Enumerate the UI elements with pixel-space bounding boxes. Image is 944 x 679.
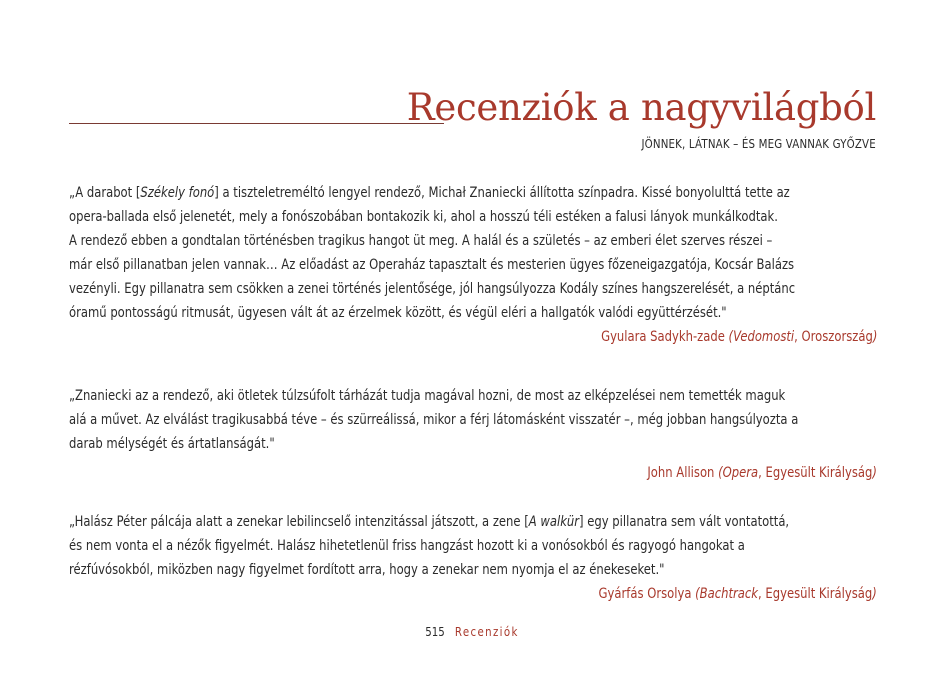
quote-line: opera-ballada első jelenetét, mely a fonószobában bontakozik ki, ahol a hosszú téli estéken a falusi lányok munkálkodtak. bbox=[69, 209, 778, 225]
review-quote bbox=[69, 384, 877, 456]
review-3 bbox=[69, 510, 877, 606]
review-attribution: Gyulara Sadykh-zade (Vedomosti, Oroszország) bbox=[600, 329, 877, 345]
quote-line: már első pillanatban jelen vannak… Az előadást az Operaház tapasztalt és mesterien ügyes főzeneigazgatója, Kocsár Balázs bbox=[69, 257, 795, 273]
country: Egyesült Királyság bbox=[765, 586, 873, 602]
quote-line: és nem vonta el a nézők figyelmét. Halász hihetetlenül friss hangzást hozott ki a vonósokból és ragyogó hangokat a bbox=[69, 538, 745, 554]
publication-name: Bachtrack bbox=[699, 586, 759, 602]
country: Egyesült Királyság bbox=[765, 465, 873, 481]
quote-line: A rendező ebben a gondtalan történésben tragikus hangot üt meg. A halál és a születés – az emberi élet szerves részei – bbox=[69, 233, 773, 249]
publication-name: Opera bbox=[722, 465, 759, 481]
review-quote bbox=[69, 181, 877, 325]
work-title: Székely fonó bbox=[140, 185, 215, 201]
page-number: 515 bbox=[425, 625, 445, 639]
publication-name: Vedomosti bbox=[732, 329, 794, 345]
quote-line: óramű pontosságú ritmusát, ügyesen vált át az érzelmek között, és végül eléri a hallgatók valódi együttérzését." bbox=[69, 305, 727, 321]
page-title: Recenziók a nagyvilágból bbox=[406, 86, 876, 129]
country: Oroszország bbox=[801, 329, 873, 345]
section-name: Recenziók bbox=[454, 625, 519, 639]
quote-line: vezényli. Egy pillanatra sem csökken a zenei történés jelentősége, jól hangsúlyozza Kodály színes hangszerelését, a néptánc bbox=[69, 281, 796, 297]
quote-line: rézfúvósokból, miközben nagy figyelmet fordított arra, hogy a zenekar nem nyomja el az énekeseket." bbox=[69, 562, 665, 578]
quote-line: „Znaniecki az a rendező, aki ötletek túlzsúfolt tárházát tudja magával hozni, de most az elképzelései nem temették maguk bbox=[69, 388, 786, 404]
reviewer-name: Gyulara Sadykh-zade bbox=[600, 329, 725, 345]
review-attribution: Gyárfás Orsolya (Bachtrack, Egyesült Királyság) bbox=[598, 586, 877, 602]
header-rule bbox=[69, 123, 444, 124]
page-subtitle: JÖNNEK, LÁTNAK – ÉS MEG VANNAK GYŐZVE bbox=[641, 136, 876, 151]
review-1 bbox=[69, 181, 877, 349]
reviewer-name: Gyárfás Orsolya bbox=[598, 586, 692, 602]
review-2 bbox=[69, 384, 877, 485]
quote-line: „Halász Péter pálcája alatt a zenekar lebilincselő intenzitással játszott, a zene [A walkür] egy pillanatra sem vált vontatottá, bbox=[69, 514, 790, 530]
review-quote bbox=[69, 510, 877, 582]
work-title: A walkür bbox=[528, 514, 580, 530]
page-footer bbox=[0, 625, 944, 639]
quote-line: darab mélységét és ártatlanságát." bbox=[69, 436, 275, 452]
reviewer-name: John Allison bbox=[647, 465, 715, 481]
quote-line: alá a művet. Az elválást tragikusabbá téve – és szürreálissá, mikor a férj látomásként visszatér –, még jobban hangsúlyozta a bbox=[69, 412, 799, 428]
quote-line: „A darabot [Székely fonó] a tiszteletreméltó lengyel rendező, Michał Znaniecki állította színpadra. Kissé bonyolulttá tette az bbox=[69, 185, 790, 201]
review-attribution: John Allison (Opera, Egyesült Királyság) bbox=[647, 465, 877, 481]
